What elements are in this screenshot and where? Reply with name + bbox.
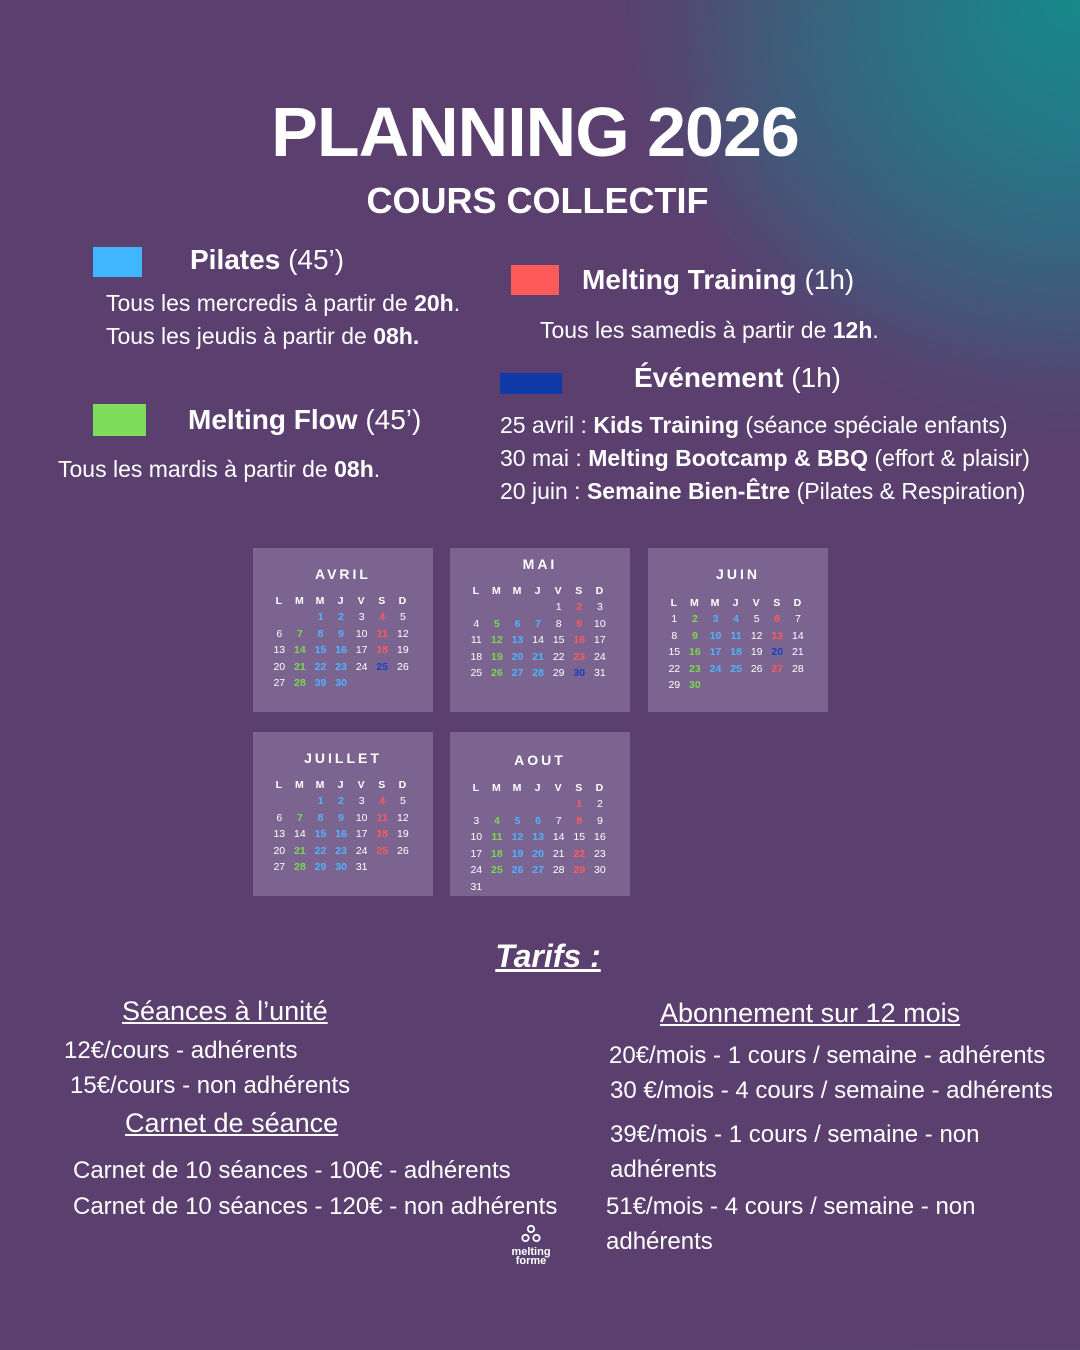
evenement-color-swatch xyxy=(500,373,562,394)
melting-flow-schedule-text: Tous les mardis à partir de xyxy=(58,456,335,482)
page-title: PLANNING 2026 xyxy=(271,93,799,171)
event-name: Melting Bootcamp & BBQ xyxy=(588,445,869,471)
calendar-day xyxy=(528,796,549,813)
calendar-weekday: S xyxy=(378,595,387,607)
melting-training-duration: (1h) xyxy=(804,264,855,295)
abonnement-price-line: 30 €/mois - 4 cours / semaine - adhérents xyxy=(610,1077,1053,1104)
calendar-day: 9 xyxy=(691,629,698,642)
calendar-day xyxy=(705,677,726,694)
calendar-day: 23 xyxy=(335,660,347,673)
calendar-day: 4 xyxy=(379,611,386,623)
calendar-day: 25 xyxy=(730,662,742,675)
calendar-day: 29 xyxy=(314,861,327,874)
calendar-weekday: M xyxy=(295,595,305,607)
calendar-day: 24 xyxy=(470,864,483,877)
calendar-weekday: M xyxy=(492,585,502,597)
abonnement-price-line: 51€/mois - 4 cours / semaine - non xyxy=(606,1193,976,1220)
event-line xyxy=(500,412,1008,439)
melting-training-label xyxy=(582,264,854,296)
melting-flow-label xyxy=(188,404,421,436)
calendar-day: 2 xyxy=(576,601,583,613)
pilates-schedule-1-text: Tous les mercredis à partir de xyxy=(106,290,415,316)
pilates-schedule-2-text: Tous les jeudis à partir de xyxy=(106,323,374,349)
calendar-day: 22 xyxy=(314,660,327,673)
calendar-day: 18 xyxy=(376,644,389,657)
calendar-day: 19 xyxy=(511,847,524,860)
calendar-day: 14 xyxy=(792,629,804,642)
melting-training-schedule-time: 12h xyxy=(832,317,873,343)
calendar-day: 3 xyxy=(358,795,365,807)
calendar-day: 22 xyxy=(552,650,565,663)
evenement-name: Événement xyxy=(634,362,784,393)
calendar-day: 24 xyxy=(355,844,368,857)
calendar-day: 16 xyxy=(689,646,701,659)
calendar-weekday: J xyxy=(534,585,542,597)
melting-flow-duration: (45’) xyxy=(365,404,422,435)
calendar-day: 25 xyxy=(470,667,483,680)
calendar-day: 1 xyxy=(317,611,324,623)
calendar-day: 20 xyxy=(771,646,784,659)
calendar-day: 3 xyxy=(358,611,365,623)
calendar-day: 15 xyxy=(573,831,586,844)
calendar-day: 4 xyxy=(379,795,386,807)
calendar-weekday: D xyxy=(398,595,408,607)
pilates-schedule-1-time: 20h xyxy=(414,290,454,316)
calendar-day: 6 xyxy=(535,814,541,827)
calendar-weekday: S xyxy=(575,782,584,794)
calendar-day: 22 xyxy=(668,662,681,675)
calendar-day: 30 xyxy=(573,667,586,680)
calendar-weekday: L xyxy=(472,782,480,794)
calendar-grid xyxy=(269,777,413,876)
calendar-day xyxy=(290,793,311,810)
calendar-day: 21 xyxy=(294,844,306,857)
calendar-month-name: MAI xyxy=(522,556,558,572)
calendar-day: 18 xyxy=(470,650,483,663)
calendar-day xyxy=(507,879,528,896)
calendar-day xyxy=(487,796,508,813)
pilates-schedule-1-end: . xyxy=(453,290,461,316)
calendar-day: 28 xyxy=(294,861,306,874)
calendar-day: 24 xyxy=(709,662,722,675)
carnet-heading: Carnet de séance xyxy=(125,1108,339,1138)
abonnement-price-line: 39€/mois - 1 cours / semaine - non xyxy=(610,1121,980,1148)
calendar-day: 16 xyxy=(335,828,347,841)
calendar-grid xyxy=(466,583,610,682)
calendar-day: 28 xyxy=(532,667,544,680)
calendar-day xyxy=(466,599,487,616)
calendar-day: 28 xyxy=(294,677,306,690)
calendar-day: 29 xyxy=(668,679,681,692)
calendar-weekday: L xyxy=(472,585,480,597)
unite-heading: Séances à l’unité xyxy=(122,996,328,1026)
calendar-day: 6 xyxy=(514,617,521,630)
calendar-weekday: M xyxy=(690,597,700,609)
calendar-day: 28 xyxy=(792,662,804,675)
calendar-day xyxy=(548,879,569,896)
calendar-day: 10 xyxy=(355,627,368,640)
calendar-avril xyxy=(253,548,433,712)
calendar-day: 2 xyxy=(338,795,344,807)
calendar-day xyxy=(507,796,528,813)
event-detail: (Pilates & Respiration) xyxy=(790,478,1026,504)
calendar-day: 5 xyxy=(493,617,500,630)
calendar-weekday: M xyxy=(315,595,326,607)
logo-mark-icon xyxy=(520,1224,542,1244)
calendar-weekday: V xyxy=(554,782,563,794)
calendar-day: 4 xyxy=(473,617,480,630)
calendar-day: 10 xyxy=(709,629,722,642)
calendar-grid xyxy=(466,780,610,896)
calendar-day: 19 xyxy=(397,644,409,657)
calendar-day: 29 xyxy=(573,864,586,877)
calendar-month-name: JUILLET xyxy=(304,750,382,766)
calendar-day: 23 xyxy=(689,662,701,675)
calendar-day xyxy=(726,677,747,694)
unite-price-line: 15€/cours - non adhérents xyxy=(70,1072,351,1099)
calendar-day: 13 xyxy=(273,828,286,841)
calendar-day xyxy=(767,677,788,694)
calendar-day: 13 xyxy=(273,644,286,657)
calendar-day: 16 xyxy=(335,644,347,657)
calendar-day xyxy=(393,859,414,876)
calendar-day: 17 xyxy=(355,644,368,657)
melting-flow-schedule-time: 08h xyxy=(334,456,374,482)
calendar-day: 17 xyxy=(470,847,483,860)
calendar-day xyxy=(466,796,487,813)
calendar-day xyxy=(290,609,311,626)
calendar-day: 20 xyxy=(532,847,544,860)
abonnement-heading: Abonnement sur 12 mois xyxy=(660,998,961,1028)
calendar-day: 8 xyxy=(555,617,562,630)
calendar-day: 11 xyxy=(491,831,503,844)
calendar-grid xyxy=(269,593,413,692)
calendar-day: 27 xyxy=(273,677,286,690)
calendar-day: 8 xyxy=(671,629,678,642)
calendar-weekday: S xyxy=(773,597,782,609)
calendar-day: 11 xyxy=(470,634,482,647)
calendar-day: 26 xyxy=(397,660,409,673)
calendar-weekday: L xyxy=(275,779,283,791)
melting-flow-color-swatch xyxy=(93,404,146,436)
calendar-day: 2 xyxy=(691,613,698,625)
calendar-day: 21 xyxy=(294,660,306,673)
event-detail: (effort & plaisir) xyxy=(868,445,1030,471)
calendar-weekday: L xyxy=(670,597,678,609)
calendar-day: 19 xyxy=(491,650,503,663)
evenement-duration: (1h) xyxy=(791,362,841,393)
abonnement-price-line: adhérents xyxy=(606,1228,713,1255)
calendar-day: 17 xyxy=(355,828,368,841)
calendar-day xyxy=(590,879,611,896)
pilates-duration: (45’) xyxy=(288,244,345,275)
calendar-day: 4 xyxy=(733,613,739,625)
calendar-day: 15 xyxy=(314,644,327,657)
calendar-weekday: D xyxy=(595,782,605,794)
calendar-weekday: V xyxy=(357,595,366,607)
pilates-schedule-1 xyxy=(106,290,460,317)
calendar-day: 27 xyxy=(771,662,784,675)
calendar-day: 20 xyxy=(511,650,524,663)
calendar-day xyxy=(487,879,508,896)
calendar-day: 12 xyxy=(491,634,503,647)
event-line xyxy=(500,478,1025,505)
calendar-day: 18 xyxy=(376,828,389,841)
event-name: Semaine Bien-Être xyxy=(586,478,791,504)
calendar-month-name: AVRIL xyxy=(315,566,371,582)
melting-forme-logo xyxy=(500,1224,562,1266)
calendar-juillet xyxy=(253,732,433,896)
calendar-month-name: AOUT xyxy=(514,752,566,768)
calendar-day: 2 xyxy=(338,611,344,623)
calendar-weekday: M xyxy=(512,585,523,597)
calendar-day: 11 xyxy=(376,627,388,640)
calendar-day: 12 xyxy=(511,831,524,844)
calendar-day: 2 xyxy=(596,798,603,810)
melting-training-schedule-text: Tous les samedis à partir de xyxy=(540,317,833,343)
melting-training-name: Melting Training xyxy=(582,264,797,295)
calendar-day: 15 xyxy=(314,828,327,841)
calendar-day xyxy=(548,796,569,813)
abonnement-price-line: 20€/mois - 1 cours / semaine - adhérents xyxy=(609,1042,1046,1069)
calendar-day: 14 xyxy=(552,831,565,844)
calendar-day: 7 xyxy=(535,617,541,630)
calendar-day: 7 xyxy=(296,811,303,824)
calendar-day: 12 xyxy=(397,627,409,640)
calendar-day: 26 xyxy=(491,667,503,680)
melting-training-schedule-end: . xyxy=(872,317,879,343)
calendar-weekday: D xyxy=(793,597,803,609)
tarifs-title: Tarifs : xyxy=(495,938,601,974)
calendar-day: 39 xyxy=(314,677,327,690)
pilates-schedule-2-time: 08h. xyxy=(373,323,420,349)
event-line xyxy=(500,445,1030,472)
calendar-day: 1 xyxy=(555,601,562,613)
calendar-day xyxy=(487,599,508,616)
calendar-day: 27 xyxy=(511,667,524,680)
calendar-day: 8 xyxy=(317,627,324,640)
event-date: 30 mai : xyxy=(500,445,589,471)
calendar-weekday: D xyxy=(398,779,408,791)
calendar-weekday: S xyxy=(378,779,387,791)
calendar-day xyxy=(788,677,809,694)
calendar-day: 15 xyxy=(668,646,681,659)
calendar-day: 14 xyxy=(294,644,306,657)
calendar-day: 3 xyxy=(712,613,719,625)
calendar-weekday: J xyxy=(337,779,345,791)
calendar-day: 5 xyxy=(399,611,406,623)
calendar-day: 9 xyxy=(596,814,603,827)
calendar-day: 27 xyxy=(273,861,286,874)
melting-flow-name: Melting Flow xyxy=(188,404,358,435)
pilates-name: Pilates xyxy=(190,244,281,275)
calendar-day: 5 xyxy=(399,795,406,807)
calendar-day: 27 xyxy=(532,864,544,877)
pilates-color-swatch xyxy=(93,247,142,277)
calendar-day: 11 xyxy=(376,811,388,824)
calendar-day: 10 xyxy=(594,617,606,630)
calendar-day: 23 xyxy=(573,650,586,663)
melting-flow-schedule xyxy=(58,456,380,483)
calendar-day: 23 xyxy=(335,844,347,857)
calendar-weekday: M xyxy=(492,782,502,794)
calendar-day: 24 xyxy=(355,660,368,673)
calendar-month-name: JUIN xyxy=(716,566,760,582)
calendar-day xyxy=(528,879,549,896)
calendar-day: 26 xyxy=(750,662,763,675)
melting-training-color-swatch xyxy=(511,265,559,295)
logo-text-line2: forme xyxy=(515,1255,547,1267)
calendar-day: 31 xyxy=(594,667,606,680)
calendar-day: 1 xyxy=(576,798,583,810)
calendar-day xyxy=(393,675,414,692)
unite-price-line: 12€/cours - adhérents xyxy=(64,1037,298,1064)
calendar-day xyxy=(372,675,393,692)
calendar-day: 3 xyxy=(596,601,603,613)
calendar-day: 9 xyxy=(338,627,344,640)
melting-training-schedule xyxy=(540,317,879,344)
calendar-day: 26 xyxy=(511,864,524,877)
calendar-weekday: V xyxy=(357,779,366,791)
calendar-day: 30 xyxy=(335,677,347,690)
calendar-day xyxy=(507,599,528,616)
calendar-day: 8 xyxy=(317,811,324,824)
calendar-day xyxy=(528,599,549,616)
calendar-weekday: M xyxy=(512,782,523,794)
calendar-day: 30 xyxy=(594,864,606,877)
calendar-day: 6 xyxy=(276,811,283,824)
calendar-day: 30 xyxy=(335,861,347,874)
pilates-schedule-2 xyxy=(106,323,419,350)
calendar-day: 10 xyxy=(470,831,483,844)
event-detail: (séance spéciale enfants) xyxy=(739,412,1008,438)
calendar-day: 17 xyxy=(709,646,722,659)
calendar-weekday: J xyxy=(732,597,740,609)
calendar-day: 14 xyxy=(294,828,306,841)
calendar-day: 25 xyxy=(491,864,503,877)
calendar-day: 9 xyxy=(576,617,583,630)
calendar-day: 19 xyxy=(397,828,409,841)
event-date: 25 avril : xyxy=(500,412,594,438)
calendar-day: 13 xyxy=(532,831,544,844)
calendar-day xyxy=(746,677,767,694)
calendar-mai xyxy=(450,548,630,712)
calendar-day: 12 xyxy=(397,811,409,824)
calendar-day: 26 xyxy=(397,844,409,857)
calendar-day xyxy=(569,879,590,896)
calendar-juin xyxy=(648,548,828,712)
calendar-day: 25 xyxy=(376,844,389,857)
calendar-weekday: V xyxy=(554,585,563,597)
calendar-day: 3 xyxy=(473,814,480,827)
calendar-day: 28 xyxy=(552,864,565,877)
calendar-day: 13 xyxy=(511,634,524,647)
calendar-day: 21 xyxy=(532,650,544,663)
calendar-day: 7 xyxy=(296,627,303,640)
calendar-day: 22 xyxy=(573,847,586,860)
carnet-price-line: Carnet de 10 séances - 120€ - non adhérents xyxy=(73,1193,558,1220)
calendar-day: 10 xyxy=(355,811,368,824)
calendar-weekday: M xyxy=(295,779,305,791)
calendar-day: 29 xyxy=(552,667,565,680)
pilates-label xyxy=(190,244,344,276)
logo-text-line1: melting xyxy=(511,1246,551,1258)
calendar-weekday: S xyxy=(575,585,584,597)
calendar-day: 13 xyxy=(771,629,784,642)
calendar-day: 20 xyxy=(273,844,286,857)
calendar-day: 20 xyxy=(273,660,286,673)
calendar-grid xyxy=(664,595,808,694)
evenement-label xyxy=(634,362,841,394)
calendar-day: 1 xyxy=(317,795,324,807)
melting-flow-schedule-end: . xyxy=(373,456,381,482)
calendar-day: 31 xyxy=(355,861,368,874)
calendar-day: 4 xyxy=(493,814,500,827)
page-subtitle: COURS COLLECTIF xyxy=(366,180,709,221)
calendar-weekday: J xyxy=(337,595,345,607)
calendar-day: 15 xyxy=(552,634,565,647)
calendar-day: 1 xyxy=(671,613,678,625)
calendar-day: 16 xyxy=(573,634,586,647)
calendar-day: 19 xyxy=(750,646,763,659)
calendar-day: 8 xyxy=(576,814,583,827)
calendar-day: 21 xyxy=(552,847,565,860)
calendar-day: 23 xyxy=(594,847,606,860)
calendar-day xyxy=(269,793,290,810)
calendar-day: 24 xyxy=(594,650,606,663)
calendar-day: 14 xyxy=(532,634,544,647)
calendar-day: 30 xyxy=(689,679,701,692)
calendar-weekday: J xyxy=(534,782,542,794)
calendar-weekday: V xyxy=(752,597,761,609)
calendar-weekday: M xyxy=(710,597,721,609)
calendar-day: 5 xyxy=(514,814,521,827)
calendar-day: 22 xyxy=(314,844,327,857)
calendar-day: 31 xyxy=(470,880,483,893)
calendar-day: 6 xyxy=(774,613,781,625)
calendar-day xyxy=(351,675,372,692)
calendar-weekday: M xyxy=(315,779,326,791)
calendar-day xyxy=(269,609,290,626)
abonnement-price-line: adhérents xyxy=(610,1156,717,1183)
carnet-price-line: Carnet de 10 séances - 100€ - adhérents xyxy=(73,1157,511,1184)
calendar-day: 18 xyxy=(730,646,742,659)
calendar-day: 12 xyxy=(750,629,763,642)
event-name: Kids Training xyxy=(593,412,740,438)
calendar-day: 5 xyxy=(753,613,760,625)
calendar-weekday: L xyxy=(275,595,283,607)
calendar-aout xyxy=(450,732,630,896)
event-date: 20 juin : xyxy=(500,478,587,504)
calendar-weekday: D xyxy=(595,585,605,597)
calendar-day: 7 xyxy=(555,814,562,827)
calendar-day: 17 xyxy=(594,634,606,647)
calendar-day xyxy=(372,859,393,876)
calendar-day: 21 xyxy=(792,646,804,659)
calendar-day: 7 xyxy=(794,613,801,625)
calendar-day: 16 xyxy=(594,831,606,844)
calendar-day: 9 xyxy=(338,811,344,824)
calendar-day: 18 xyxy=(491,847,503,860)
calendar-day: 6 xyxy=(276,627,283,640)
calendar-day: 11 xyxy=(730,629,742,642)
calendar-day: 25 xyxy=(376,660,389,673)
